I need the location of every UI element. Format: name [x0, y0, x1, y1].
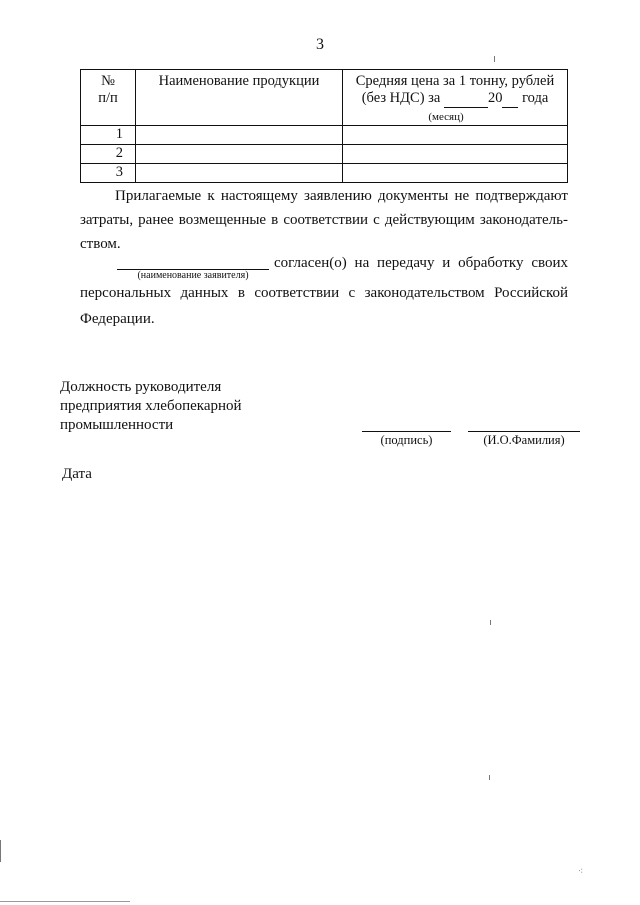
header-price-year: 20 [487, 90, 503, 106]
year-blank [502, 90, 518, 108]
signature-caption: (подпись) [380, 433, 433, 447]
row-product-name [136, 164, 343, 183]
scan-speck [0, 840, 1, 862]
header-price-line1: Средняя цена за 1 тонну, рублей [355, 73, 555, 89]
consent-text-first-line: согласен(о) на передачу и обработку своих [274, 255, 568, 271]
scan-speck [490, 620, 491, 625]
director-position [60, 378, 300, 435]
header-price-prefix: (без НДС) за [361, 90, 441, 106]
table-row [81, 164, 568, 183]
position-line-1: Должность руководителя [60, 379, 222, 395]
header-number-line2: п/п [98, 90, 118, 106]
signature-line [362, 431, 451, 432]
position-line-3: промышленности [60, 417, 174, 433]
scan-speck [494, 56, 495, 62]
month-caption: (месяц) [428, 111, 464, 123]
scan-speck [489, 775, 490, 780]
month-blank [444, 90, 488, 108]
row-number: 3 [81, 164, 136, 183]
header-number-line1: № [101, 73, 115, 89]
applicant-name-line [117, 256, 269, 270]
header-product-name [136, 70, 343, 126]
scan-mark: ⁖ [578, 866, 584, 876]
header-number [81, 70, 136, 126]
date-label: Дата [62, 466, 92, 482]
header-average-price [343, 70, 568, 126]
header-product-name-text: Наименование продукции [158, 73, 320, 89]
row-product-name [136, 126, 343, 145]
intro-paragraph: Прилагаемые к настоящему заявлению документы не подтверждают затраты, ранее возмещенные в соответствии с действующим законодатель-ством. [80, 188, 568, 252]
row-number: 1 [81, 126, 136, 145]
header-price-line2 [343, 90, 567, 108]
row-price [343, 164, 568, 183]
table-row [81, 126, 568, 145]
table-header-row [81, 70, 568, 126]
position-line-2: предприятия хлебопекарной [60, 398, 242, 414]
full-name-caption: (И.О.Фамилия) [483, 433, 565, 447]
row-product-name [136, 145, 343, 164]
table-row [81, 145, 568, 164]
price-table [80, 69, 568, 183]
header-price-suffix: года [522, 90, 549, 106]
scan-edge-line [0, 901, 130, 902]
row-number: 2 [81, 145, 136, 164]
row-price [343, 145, 568, 164]
page-number: 3 [316, 36, 324, 53]
row-price [343, 126, 568, 145]
consent-text-rest: персональных данных в соответствии с законодательством Российской Федерации. [80, 285, 568, 327]
applicant-name-caption: (наименование заявителя) [137, 270, 249, 281]
full-name-line [468, 431, 580, 432]
